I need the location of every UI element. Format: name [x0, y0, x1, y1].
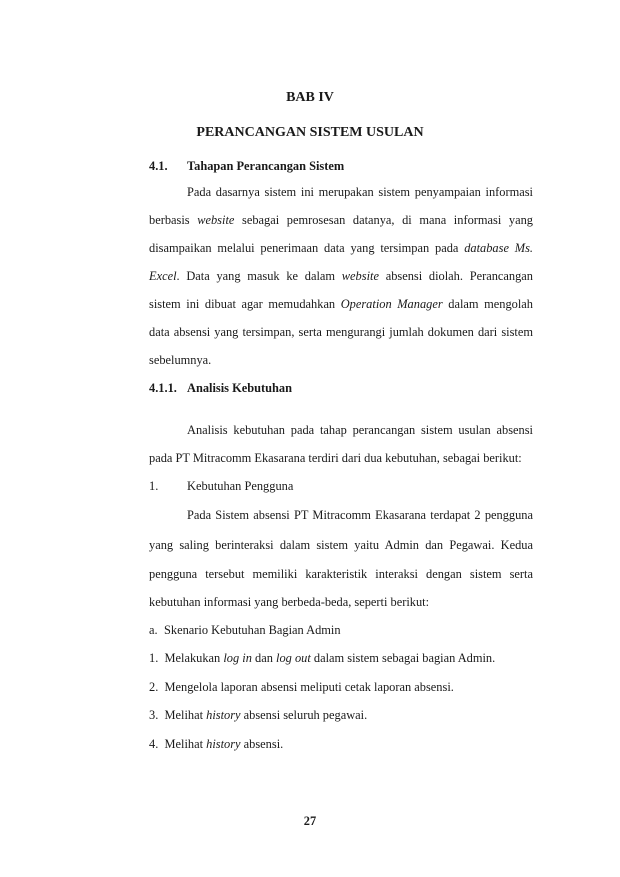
list-item: 2. Mengelola laporan absensi meliputi cetak laporan absensi. — [149, 680, 454, 694]
para1-line5: sistem ini dibuat agar memudahkan Operation Manager dalam mengolah — [149, 297, 533, 311]
subsection-title: Analisis Kebutuhan — [187, 381, 293, 395]
section-title: Tahapan Perancangan Sistem — [187, 159, 345, 173]
scenario-letter: a. — [149, 623, 158, 637]
chapter-title: PERANCANGAN SISTEM USULAN — [196, 125, 424, 140]
subsection-number: 4.1.1. — [149, 381, 177, 395]
para2-line1: Analisis kebutuhan pada tahap perancangan sistem usulan absensi — [187, 423, 533, 437]
page-number: 27 — [303, 814, 317, 828]
para2-line2: pada PT Mitracomm Ekasarana terdiri dari dua kebutuhan, sebagai berikut: — [149, 451, 522, 465]
para1-line6: data absensi yang tersimpan, serta mengurangi jumlah dokumen dari sistem — [149, 325, 533, 339]
list-item: 4. Melihat history absensi. — [149, 737, 284, 751]
list-item: 1. Melakukan log in dan log out dalam sistem sebagai bagian Admin. — [149, 651, 496, 665]
para3-line1: Pada Sistem absensi PT Mitracomm Ekasarana terdapat 2 pengguna — [187, 508, 533, 522]
chapter-heading: BAB IV — [286, 90, 334, 105]
item1-label: Kebutuhan Pengguna — [187, 479, 294, 493]
para1-line1: Pada dasarnya sistem ini merupakan sistem penyampaian informasi — [187, 185, 533, 199]
para3-line3: pengguna tersebut memiliki karakteristik interaksi dengan sistem serta — [149, 567, 533, 581]
para1-line4: Excel. Data yang masuk ke dalam website absensi diolah. Perancangan — [149, 269, 533, 283]
item1-number: 1. — [149, 479, 159, 493]
section-number: 4.1. — [149, 159, 168, 173]
para3-line2: yang saling berinteraksi dalam sistem yaitu Admin dan Pegawai. Kedua — [149, 538, 533, 552]
para1-line7: sebelumnya. — [149, 353, 212, 367]
para1-line2: berbasis website sebagai pemrosesan datanya, di mana informasi yang — [149, 213, 533, 227]
para3-line4: kebutuhan informasi yang berbeda-beda, seperti berikut: — [149, 595, 430, 609]
list-item: 3. Melihat history absensi seluruh pegawai. — [149, 708, 368, 722]
para1-line3: disampaikan melalui penerimaan data yang tersimpan pada database Ms. — [149, 241, 533, 255]
scenario-label: Skenario Kebutuhan Bagian Admin — [164, 623, 341, 637]
